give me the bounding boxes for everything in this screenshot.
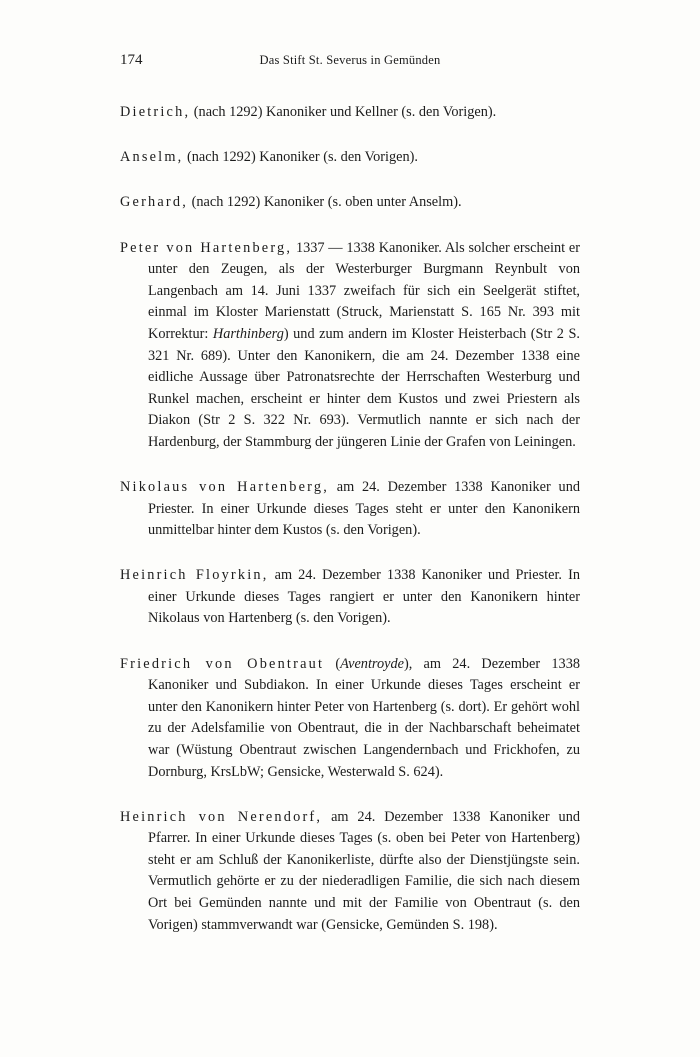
entry-anselm (120, 147, 580, 169)
page-header (0, 52, 700, 72)
entry-dietrich (120, 102, 580, 124)
entry-gerhard (120, 192, 580, 214)
entry-name: Anselm, (120, 149, 184, 166)
entry-text: ) und zum andern im Kloster Heisterbach (Str 2 S. 321 Nr. 689). Unter den Kanonikern, die am 24. Dezember 1338 eine eidliche Aussage über Patronatsrechte der Herrschaften Westerburg und Runkel machen, erscheint er hinter dem Kustos und zwei Priestern als Diakon (Str 2 S. 322 Nr. 693). Vermutlich nannte er sich nach der Hardenburg, der Stammburg der jüngeren Linie der Grafen von Leiningen. (148, 325, 580, 450)
entry-name: Nikolaus von Hartenberg, (120, 479, 329, 496)
page-number: 174 (120, 52, 143, 68)
entry-heinrich-floyrkin (120, 565, 580, 630)
entry-name: Gerhard, (120, 194, 189, 211)
entry-list (120, 88, 580, 960)
entry-heinrich-von-nerendorf (120, 807, 580, 937)
entry-text: (nach 1292) Kanoniker (s. den Vorigen). (183, 149, 418, 166)
entry-name: Heinrich Floyrkin, (120, 567, 269, 584)
entry-name: Peter von Hartenberg, (120, 239, 293, 256)
entry-italic-text: Aventroyde (340, 655, 404, 672)
running-title: Das Stift St. Severus in Gemünden (259, 53, 441, 67)
entry-nikolaus-von-hartenberg (120, 477, 580, 542)
entry-friedrich-von-obentraut (120, 654, 580, 784)
entry-text: am 24. Dezember 1338 Kanoniker und Priester. In einer Urkunde dieses Tages steht er unter den Kanonikern unmittelbar hinter dem Kustos (s. den Vorigen). (148, 479, 580, 539)
entry-name: Heinrich von Nerendorf, (120, 808, 323, 825)
entry-text: am 24. Dezember 1338 Kanoniker und Pfarrer. In einer Urkunde dieses Tages (s. oben bei Peter von Hartenberg) steht er am Schluß der Kanonikerliste, dürfte also der Dienstjüngste sein. Vermutlich gehörte er zu der niederadligen Familie, die sich nach diesem Ort bei Gemünden nannte und mit der Familie von Obentraut (s. den Vorigen) stammverwandt war (Gensicke, Gemünden S. 198). (148, 808, 580, 933)
entry-text: am 24. Dezember 1338 Kanoniker und Priester. In einer Urkunde dieses Tages rangiert er unter den Kanonikern hinter Nikolaus von Hartenberg (s. den Vorigen). (148, 567, 580, 627)
entry-text: (nach 1292) Kanoniker (s. oben unter Anselm). (188, 194, 462, 211)
entry-name: Dietrich, (120, 104, 191, 121)
entry-text: ), am 24. Dezember 1338 Kanoniker und Subdiakon. In einer Urkunde dieses Tages erscheint er unter den Kanonikern hinter Peter von Hartenberg (s. dort). Er gehört wohl zu der Adelsfamilie von Obentraut, die in der Nachbarschaft beheimatet war (Wüstung Obentraut zwischen Langendernbach und Frickhofen, zu Dornburg, KrsLbW; Gensicke, Westerwald S. 624). (148, 655, 580, 780)
entry-text: (nach 1292) Kanoniker und Kellner (s. den Vorigen). (190, 104, 497, 121)
entry-name: Friedrich von Obentraut (120, 655, 325, 672)
entry-text: ( (324, 655, 341, 672)
entry-italic-text: Harthinberg (212, 325, 284, 342)
entry-peter-von-hartenberg (120, 238, 580, 454)
entry-text: 1337 — 1338 Kanoniker. Als solcher erscheint er unter den Zeugen, als der Westerburger Burgmann Reynbult von Langenbach am 14. Juni 1337 zweifach für sich ein Seelgerät stiftet, einmal im Kloster Marienstatt (Struck, Marienstatt S. 165 Nr. 393 mit Korrektur: (148, 239, 580, 342)
